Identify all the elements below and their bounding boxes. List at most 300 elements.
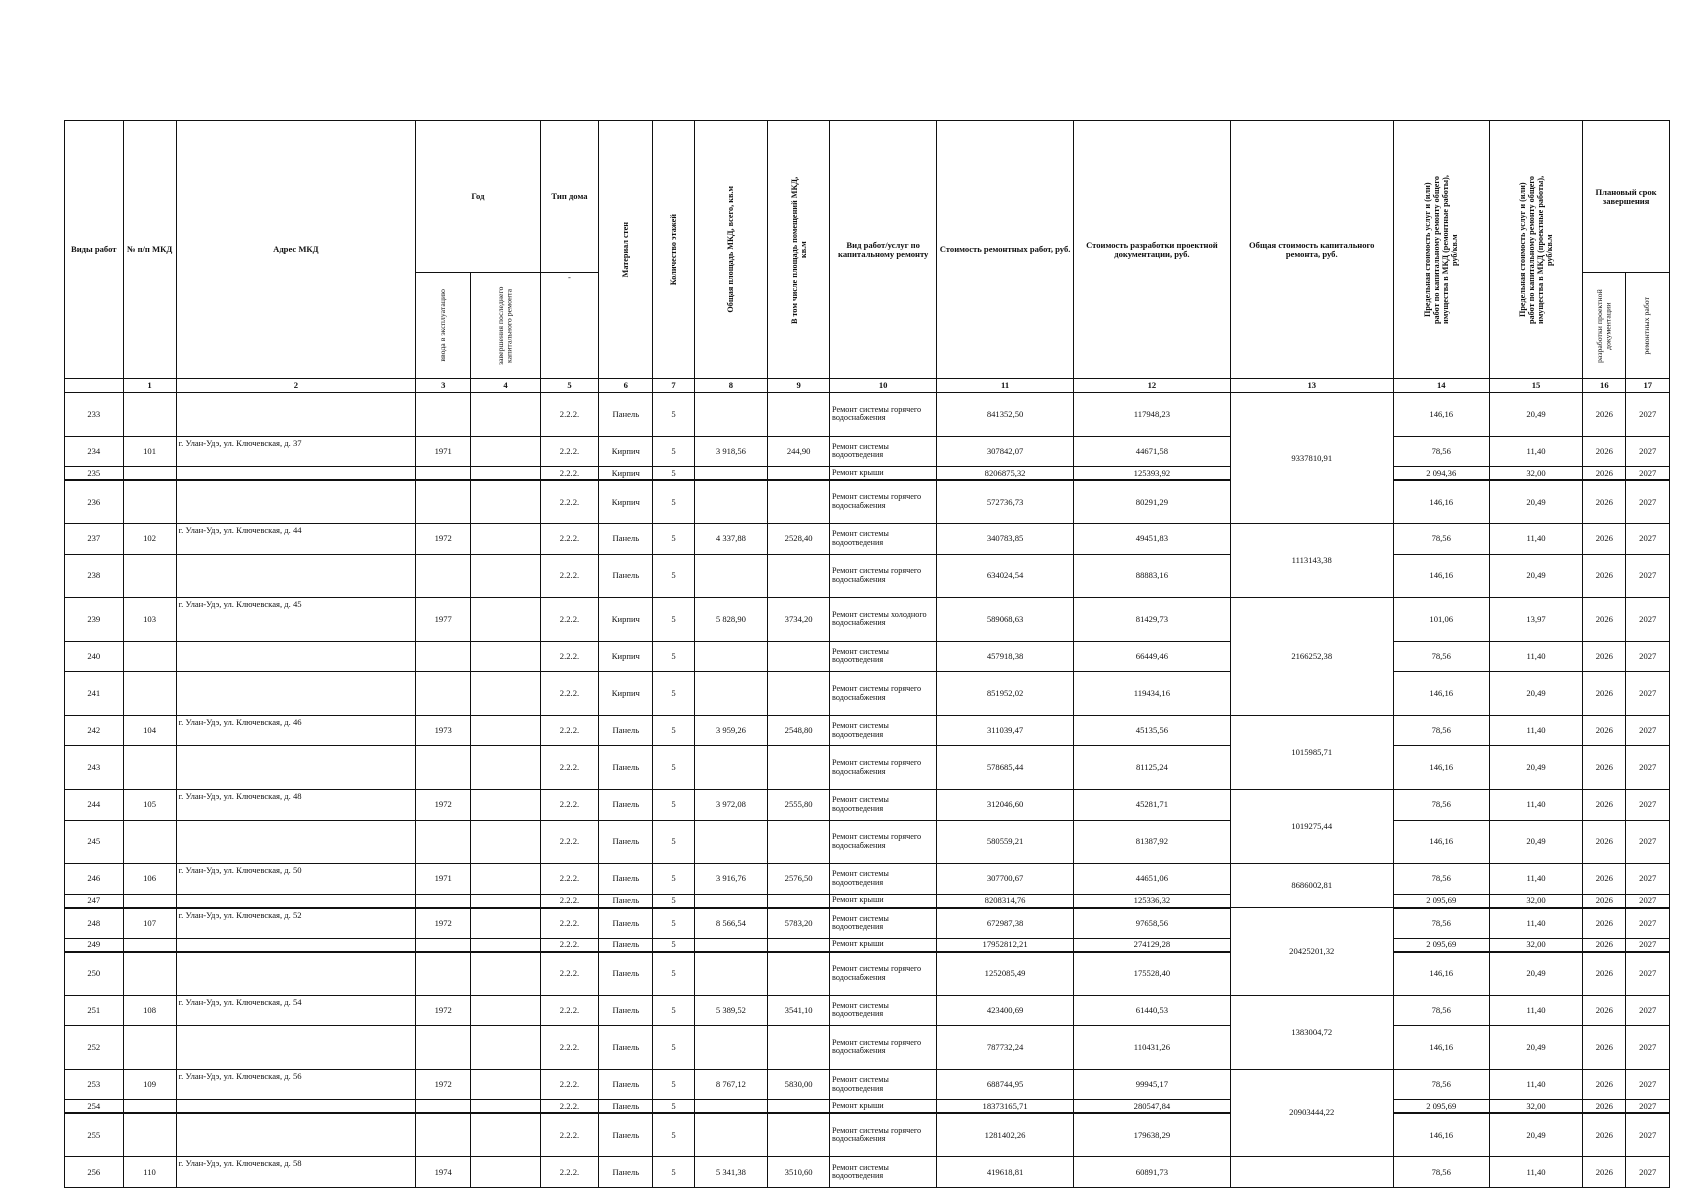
floors: 5	[653, 1069, 694, 1100]
total-area	[694, 1113, 768, 1156]
limit-design: 11,40	[1489, 524, 1582, 555]
repair-cost: 457918,38	[937, 641, 1074, 672]
year-last-repair	[471, 554, 540, 597]
floors: 5	[653, 715, 694, 746]
limit-repair: 78,56	[1393, 641, 1489, 672]
deadline-design: 2026	[1583, 393, 1626, 436]
limit-design: 20,49	[1489, 672, 1582, 715]
design-cost: 179638,29	[1073, 1113, 1230, 1156]
mkd-no	[123, 480, 176, 523]
year-last-repair	[471, 746, 540, 789]
design-cost: 175528,40	[1073, 952, 1230, 995]
limit-repair: 78,56	[1393, 863, 1489, 894]
address: г. Улан-Удэ, ул. Ключевская, д. 58	[176, 1157, 415, 1188]
year-commission	[416, 672, 471, 715]
premises-area: 244,90	[768, 436, 830, 467]
limit-repair: 146,16	[1393, 1113, 1489, 1156]
work-kind: Ремонт системы водоотведения	[830, 1157, 937, 1188]
deadline-design: 2026	[1583, 995, 1626, 1026]
table-row	[65, 554, 1670, 597]
design-cost: 119434,16	[1073, 672, 1230, 715]
work-kind: Ремонт системы горячего водоснабжения	[830, 1026, 937, 1069]
address: г. Улан-Удэ, ул. Ключевская, д. 45	[176, 598, 415, 641]
deadline-repair: 2027	[1626, 1069, 1670, 1100]
deadline-design: 2026	[1583, 746, 1626, 789]
deadline-design: 2026	[1583, 672, 1626, 715]
work-kind: Ремонт системы водоотведения	[830, 789, 937, 820]
column-number: 12	[1073, 379, 1230, 393]
work-type-id: 252	[65, 1026, 124, 1069]
column-number: 17	[1626, 379, 1670, 393]
total-area	[694, 746, 768, 789]
floors: 5	[653, 1113, 694, 1156]
table-row	[65, 938, 1670, 951]
column-number: 7	[653, 379, 694, 393]
table-row	[65, 393, 1670, 436]
work-kind: Ремонт системы горячего водоснабжения	[830, 672, 937, 715]
deadline-repair: 2027	[1626, 554, 1670, 597]
table-row	[65, 995, 1670, 1026]
floors: 5	[653, 1157, 694, 1188]
deadline-repair: 2027	[1626, 938, 1670, 951]
year-last-repair	[471, 789, 540, 820]
limit-design: 20,49	[1489, 393, 1582, 436]
premises-area: 5830,00	[768, 1069, 830, 1100]
column-number: 1	[123, 379, 176, 393]
work-type-id: 242	[65, 715, 124, 746]
premises-area: 5783,20	[768, 908, 830, 939]
floors: 5	[653, 436, 694, 467]
premises-area: 3510,60	[768, 1157, 830, 1188]
table-row	[65, 672, 1670, 715]
column-number: 8	[694, 379, 768, 393]
address	[176, 938, 415, 951]
floors: 5	[653, 672, 694, 715]
header-year: Год	[416, 121, 541, 273]
total-cost: 9337810,91	[1230, 393, 1393, 524]
limit-design: 20,49	[1489, 952, 1582, 995]
deadline-design: 2026	[1583, 938, 1626, 951]
work-type-id: 249	[65, 938, 124, 951]
work-kind: Ремонт системы горячего водоснабжения	[830, 820, 937, 863]
address: г. Улан-Удэ, ул. Ключевская, д. 44	[176, 524, 415, 555]
wall-material: Панель	[599, 894, 653, 907]
repair-cost: 8206875,32	[937, 467, 1074, 480]
total-area	[694, 894, 768, 907]
year-last-repair	[471, 820, 540, 863]
design-cost: 81125,24	[1073, 746, 1230, 789]
repair-cost: 841352,50	[937, 393, 1074, 436]
address	[176, 1100, 415, 1113]
header-wall-material: Материал стен	[599, 121, 653, 379]
header-mkd-no: № п/п МКД	[123, 121, 176, 379]
floors: 5	[653, 1026, 694, 1069]
total-area: 8 566,54	[694, 908, 768, 939]
work-kind: Ремонт системы водоотведения	[830, 908, 937, 939]
wall-material: Панель	[599, 952, 653, 995]
floors: 5	[653, 908, 694, 939]
work-kind: Ремонт системы холодного водоснабжения	[830, 598, 937, 641]
year-last-repair	[471, 908, 540, 939]
deadline-design: 2026	[1583, 789, 1626, 820]
address: г. Улан-Удэ, ул. Ключевская, д. 46	[176, 715, 415, 746]
work-type-id: 236	[65, 480, 124, 523]
floors: 5	[653, 820, 694, 863]
mkd-no	[123, 672, 176, 715]
limit-repair: 101,06	[1393, 598, 1489, 641]
repair-cost: 311039,47	[937, 715, 1074, 746]
total-cost: 1019275,44	[1230, 789, 1393, 863]
column-number: 11	[937, 379, 1074, 393]
year-commission	[416, 938, 471, 951]
work-kind: Ремонт системы водоотведения	[830, 715, 937, 746]
floors: 5	[653, 524, 694, 555]
limit-design: 11,40	[1489, 1069, 1582, 1100]
work-type-id: 238	[65, 554, 124, 597]
house-type: 2.2.2.	[540, 820, 599, 863]
design-cost: 44671,58	[1073, 436, 1230, 467]
column-number: 9	[768, 379, 830, 393]
table-row	[65, 908, 1670, 939]
year-commission	[416, 467, 471, 480]
limit-repair: 146,16	[1393, 1026, 1489, 1069]
year-last-repair	[471, 467, 540, 480]
year-last-repair	[471, 894, 540, 907]
year-commission: 1972	[416, 524, 471, 555]
header-deadline-repair: ремонтных работ	[1626, 273, 1670, 379]
total-area	[694, 393, 768, 436]
premises-area	[768, 1100, 830, 1113]
address: г. Улан-Удэ, ул. Ключевская, д. 37	[176, 436, 415, 467]
premises-area	[768, 820, 830, 863]
address: г. Улан-Удэ, ул. Ключевская, д. 48	[176, 789, 415, 820]
table-body	[65, 379, 1670, 1188]
deadline-design: 2026	[1583, 1026, 1626, 1069]
limit-repair: 78,56	[1393, 524, 1489, 555]
wall-material: Кирпич	[599, 467, 653, 480]
total-cost	[1230, 1157, 1393, 1188]
premises-area	[768, 467, 830, 480]
mkd-no	[123, 393, 176, 436]
house-type: 2.2.2.	[540, 995, 599, 1026]
header-address: Адрес МКД	[176, 121, 415, 379]
mkd-no: 108	[123, 995, 176, 1026]
premises-area	[768, 554, 830, 597]
work-kind: Ремонт системы горячего водоснабжения	[830, 554, 937, 597]
house-type: 2.2.2.	[540, 480, 599, 523]
address	[176, 641, 415, 672]
total-area: 4 337,88	[694, 524, 768, 555]
repair-cost: 1281402,26	[937, 1113, 1074, 1156]
year-commission: 1972	[416, 908, 471, 939]
design-cost: 45281,71	[1073, 789, 1230, 820]
repair-cost: 672987,38	[937, 908, 1074, 939]
limit-design: 11,40	[1489, 641, 1582, 672]
total-area	[694, 952, 768, 995]
design-cost: 49451,83	[1073, 524, 1230, 555]
house-type: 2.2.2.	[540, 436, 599, 467]
work-kind: Ремонт системы водоотведения	[830, 524, 937, 555]
total-area: 5 389,52	[694, 995, 768, 1026]
year-commission: 1972	[416, 995, 471, 1026]
work-type-id: 256	[65, 1157, 124, 1188]
total-cost: 1383004,72	[1230, 995, 1393, 1069]
floors: 5	[653, 1100, 694, 1113]
mkd-no	[123, 467, 176, 480]
deadline-design: 2026	[1583, 1069, 1626, 1100]
deadline-repair: 2027	[1626, 393, 1670, 436]
limit-design: 32,00	[1489, 938, 1582, 951]
work-type-id: 247	[65, 894, 124, 907]
deadline-repair: 2027	[1626, 1113, 1670, 1156]
column-number: 2	[176, 379, 415, 393]
mkd-no	[123, 1026, 176, 1069]
capital-repair-table-sheet	[64, 120, 1670, 1188]
repair-cost: 1252085,49	[937, 952, 1074, 995]
limit-design: 11,40	[1489, 436, 1582, 467]
limit-repair: 78,56	[1393, 436, 1489, 467]
total-area	[694, 554, 768, 597]
year-last-repair	[471, 393, 540, 436]
year-last-repair	[471, 1100, 540, 1113]
house-type: 2.2.2.	[540, 554, 599, 597]
limit-repair: 78,56	[1393, 908, 1489, 939]
year-commission	[416, 393, 471, 436]
total-area: 8 767,12	[694, 1069, 768, 1100]
wall-material: Панель	[599, 715, 653, 746]
floors: 5	[653, 393, 694, 436]
premises-area: 3734,20	[768, 598, 830, 641]
mkd-no	[123, 1113, 176, 1156]
header-premises-area: В том числе площадь помещений МКД, кв.м	[768, 121, 830, 379]
address	[176, 467, 415, 480]
limit-repair: 78,56	[1393, 1069, 1489, 1100]
design-cost: 45135,56	[1073, 715, 1230, 746]
work-kind: Ремонт системы горячего водоснабжения	[830, 1113, 937, 1156]
work-kind: Ремонт системы водоотведения	[830, 1069, 937, 1100]
work-kind: Ремонт системы водоотведения	[830, 436, 937, 467]
year-last-repair	[471, 480, 540, 523]
year-commission	[416, 746, 471, 789]
deadline-design: 2026	[1583, 524, 1626, 555]
premises-area: 2528,40	[768, 524, 830, 555]
address: г. Улан-Удэ, ул. Ключевская, д. 56	[176, 1069, 415, 1100]
repair-cost: 307842,07	[937, 436, 1074, 467]
work-type-id: 255	[65, 1113, 124, 1156]
deadline-design: 2026	[1583, 952, 1626, 995]
house-type: 2.2.2.	[540, 863, 599, 894]
address	[176, 672, 415, 715]
design-cost: 88883,16	[1073, 554, 1230, 597]
work-type-id: 250	[65, 952, 124, 995]
mkd-no: 105	[123, 789, 176, 820]
table-row	[65, 1157, 1670, 1188]
floors: 5	[653, 480, 694, 523]
deadline-repair: 2027	[1626, 995, 1670, 1026]
premises-area: 2576,50	[768, 863, 830, 894]
limit-design: 11,40	[1489, 863, 1582, 894]
header-repair-cost: Стоимость ремонтных работ, руб.	[937, 121, 1074, 379]
deadline-design: 2026	[1583, 467, 1626, 480]
work-kind: Ремонт системы горячего водоснабжения	[830, 952, 937, 995]
floors: 5	[653, 467, 694, 480]
limit-design: 32,00	[1489, 467, 1582, 480]
limit-design: 11,40	[1489, 1157, 1582, 1188]
limit-repair: 146,16	[1393, 393, 1489, 436]
deadline-repair: 2027	[1626, 908, 1670, 939]
wall-material: Кирпич	[599, 598, 653, 641]
work-type-id: 234	[65, 436, 124, 467]
limit-repair: 78,56	[1393, 995, 1489, 1026]
year-last-repair	[471, 672, 540, 715]
deadline-design: 2026	[1583, 554, 1626, 597]
year-last-repair	[471, 598, 540, 641]
work-type-id: 241	[65, 672, 124, 715]
limit-repair: 78,56	[1393, 1157, 1489, 1188]
limit-repair: 2 095,69	[1393, 1100, 1489, 1113]
premises-area	[768, 952, 830, 995]
work-type-id: 251	[65, 995, 124, 1026]
deadline-design: 2026	[1583, 820, 1626, 863]
work-kind: Ремонт системы водоотведения	[830, 863, 937, 894]
header-year-commission: ввода в эксплуатацию	[416, 273, 471, 379]
table-row	[65, 1026, 1670, 1069]
year-last-repair	[471, 715, 540, 746]
wall-material: Кирпич	[599, 480, 653, 523]
deadline-design: 2026	[1583, 436, 1626, 467]
repair-cost: 851952,02	[937, 672, 1074, 715]
repair-cost: 18373165,71	[937, 1100, 1074, 1113]
year-commission: 1977	[416, 598, 471, 641]
house-type: 2.2.2.	[540, 1157, 599, 1188]
header-floors: Количество этажей	[653, 121, 694, 379]
limit-repair: 146,16	[1393, 746, 1489, 789]
total-area	[694, 1026, 768, 1069]
design-cost: 44651,06	[1073, 863, 1230, 894]
deadline-repair: 2027	[1626, 598, 1670, 641]
work-type-id: 240	[65, 641, 124, 672]
deadline-repair: 2027	[1626, 1100, 1670, 1113]
wall-material: Панель	[599, 1026, 653, 1069]
house-type: 2.2.2.	[540, 467, 599, 480]
mkd-no: 109	[123, 1069, 176, 1100]
deadline-design: 2026	[1583, 641, 1626, 672]
limit-design: 20,49	[1489, 1026, 1582, 1069]
wall-material: Панель	[599, 789, 653, 820]
address	[176, 746, 415, 789]
header-total-area: Общая площадь МКД, всего, кв.м	[694, 121, 768, 379]
work-type-id: 237	[65, 524, 124, 555]
house-type: 2.2.2.	[540, 715, 599, 746]
table-row	[65, 715, 1670, 746]
mkd-no	[123, 1100, 176, 1113]
header-deadline: Плановый срок завершения	[1583, 121, 1670, 273]
mkd-no: 107	[123, 908, 176, 939]
total-area: 3 959,26	[694, 715, 768, 746]
premises-area: 2555,80	[768, 789, 830, 820]
total-area	[694, 467, 768, 480]
year-last-repair	[471, 1113, 540, 1156]
year-last-repair	[471, 938, 540, 951]
deadline-repair: 2027	[1626, 894, 1670, 907]
house-type: 2.2.2.	[540, 908, 599, 939]
house-type: 2.2.2.	[540, 524, 599, 555]
table-row	[65, 480, 1670, 523]
deadline-design: 2026	[1583, 715, 1626, 746]
year-last-repair	[471, 863, 540, 894]
table-row	[65, 598, 1670, 641]
work-type-id: 246	[65, 863, 124, 894]
wall-material: Панель	[599, 1100, 653, 1113]
house-type: 2.2.2.	[540, 1113, 599, 1156]
header-limit-repair: Предельная стоимость услуг и (или) работ по капитальному ремонту общего имущества в МКД (ремонтные работы), руб/кв.м	[1393, 121, 1489, 379]
wall-material: Панель	[599, 820, 653, 863]
total-cost: 1015985,71	[1230, 715, 1393, 789]
mkd-no	[123, 938, 176, 951]
address	[176, 554, 415, 597]
year-commission	[416, 554, 471, 597]
limit-design: 11,40	[1489, 995, 1582, 1026]
address: г. Улан-Удэ, ул. Ключевская, д. 54	[176, 995, 415, 1026]
house-type: 2.2.2.	[540, 672, 599, 715]
wall-material: Панель	[599, 393, 653, 436]
wall-material: Панель	[599, 1157, 653, 1188]
premises-area	[768, 746, 830, 789]
work-type-id: 253	[65, 1069, 124, 1100]
wall-material: Кирпич	[599, 641, 653, 672]
work-kind: Ремонт крыши	[830, 894, 937, 907]
column-number: 5	[540, 379, 599, 393]
design-cost: 125336,32	[1073, 894, 1230, 907]
deadline-repair: 2027	[1626, 1157, 1670, 1188]
total-area	[694, 938, 768, 951]
limit-repair: 2 095,69	[1393, 938, 1489, 951]
limit-design: 20,49	[1489, 746, 1582, 789]
house-type: 2.2.2.	[540, 894, 599, 907]
work-type-id: 233	[65, 393, 124, 436]
house-type: 2.2.2.	[540, 746, 599, 789]
mkd-no	[123, 641, 176, 672]
design-cost: 280547,84	[1073, 1100, 1230, 1113]
column-number: 4	[471, 379, 540, 393]
total-area	[694, 1100, 768, 1113]
wall-material: Кирпич	[599, 672, 653, 715]
design-cost: 274129,28	[1073, 938, 1230, 951]
floors: 5	[653, 863, 694, 894]
header-limit-design: Предельная стоимость услуг и (или) работ по капитальному ремонту общего имущества в МКД (проектные работы), руб/кв.м	[1489, 121, 1582, 379]
total-area	[694, 820, 768, 863]
mkd-no	[123, 820, 176, 863]
house-type: 2.2.2.	[540, 393, 599, 436]
mkd-no	[123, 952, 176, 995]
work-kind: Ремонт системы горячего водоснабжения	[830, 480, 937, 523]
address	[176, 393, 415, 436]
premises-area	[768, 894, 830, 907]
work-kind: Ремонт крыши	[830, 467, 937, 480]
year-last-repair	[471, 1157, 540, 1188]
work-kind: Ремонт системы водоотведения	[830, 995, 937, 1026]
work-type-id: 254	[65, 1100, 124, 1113]
wall-material: Панель	[599, 1113, 653, 1156]
house-type: 2.2.2.	[540, 598, 599, 641]
premises-area: 3541,10	[768, 995, 830, 1026]
limit-repair: 146,16	[1393, 820, 1489, 863]
work-kind: Ремонт системы горячего водоснабжения	[830, 746, 937, 789]
table-row	[65, 789, 1670, 820]
year-commission	[416, 894, 471, 907]
repair-cost: 580559,21	[937, 820, 1074, 863]
total-area: 3 916,76	[694, 863, 768, 894]
